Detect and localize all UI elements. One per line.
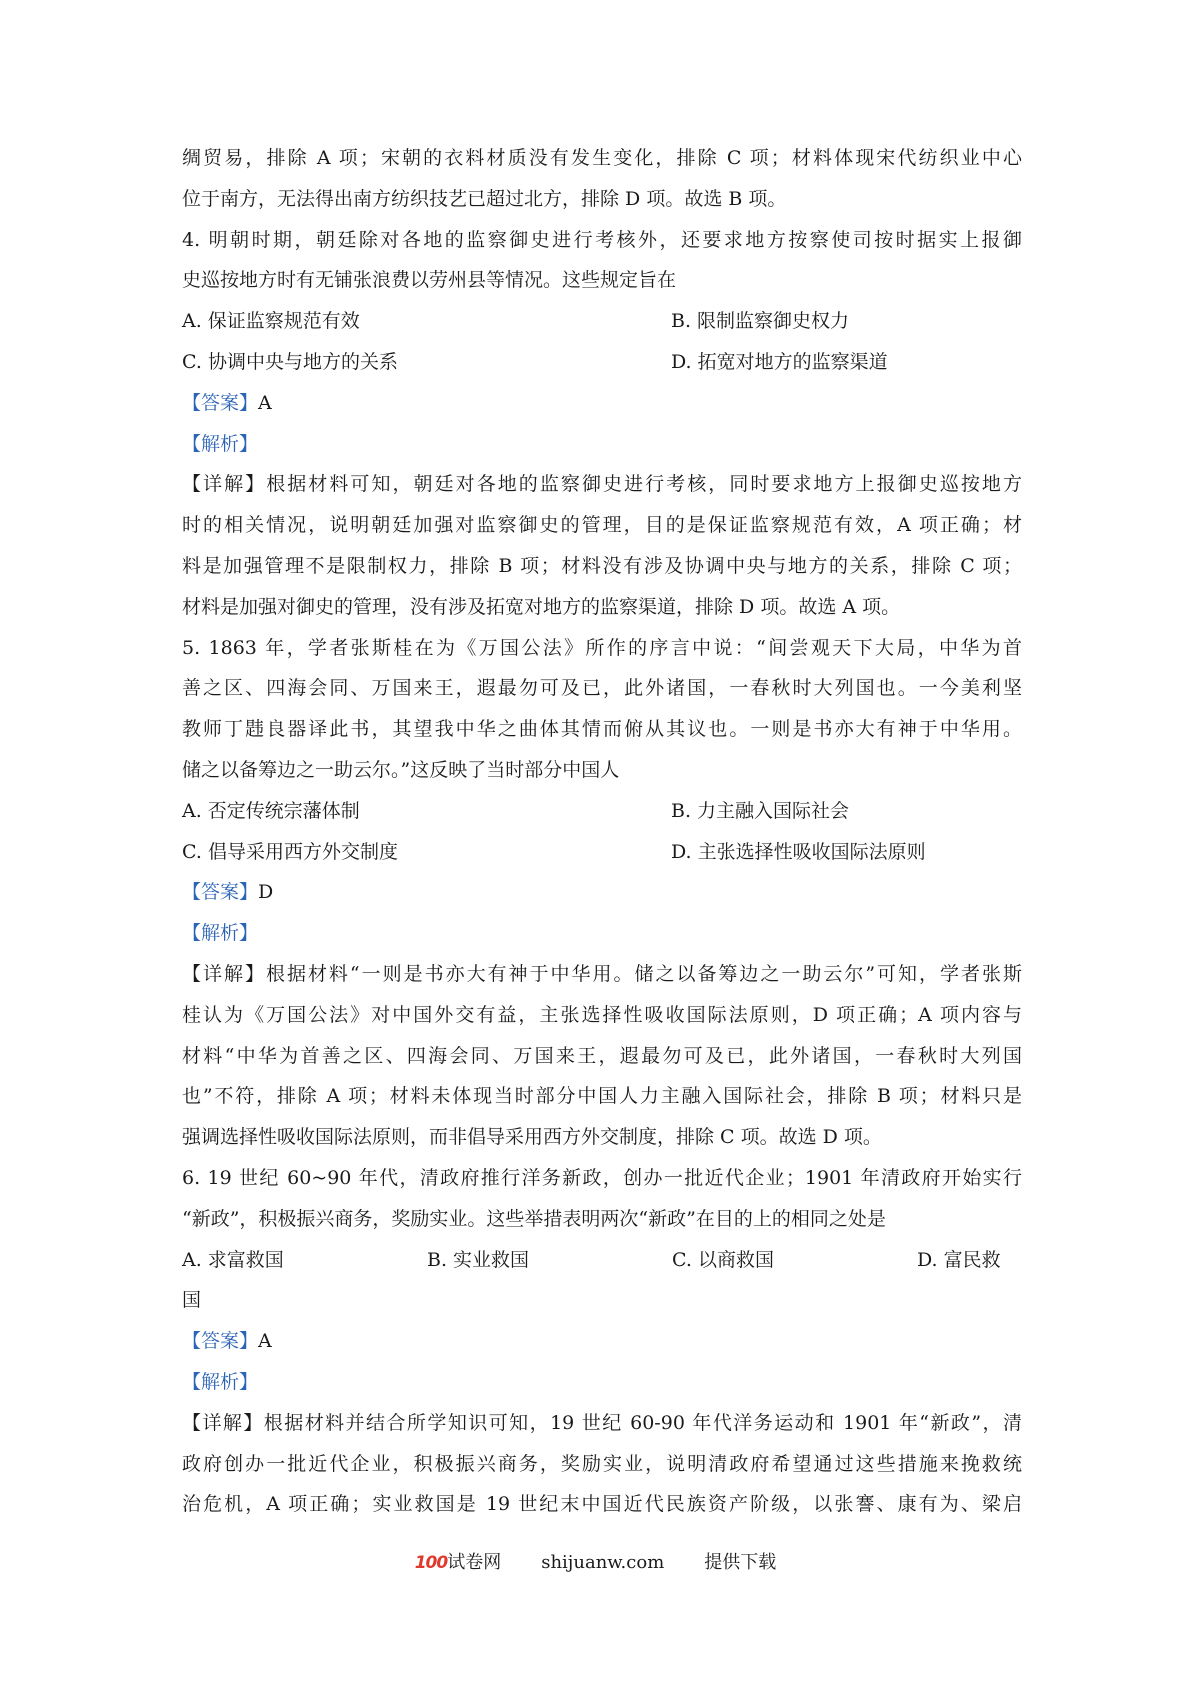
- detail-line: 治危机，A 项正确；实业救国是 19 世纪末中国近代民族资产阶级，以张謇、康有为、梁启: [182, 1493, 1022, 1516]
- detail-line: [182, 1403, 1022, 1444]
- question-4-options-row: [182, 301, 1022, 342]
- answer-value: D: [258, 881, 274, 904]
- answer-tag: 【答案】: [182, 1330, 259, 1353]
- option-a: A. 否定传统宗藩体制: [182, 799, 360, 822]
- detail-line: 政府创办一批近代企业，积极振兴商务，奖励实业，说明清政府希望通过这些措施来挽救统: [182, 1452, 1022, 1475]
- analysis-tag: 【解析】: [182, 922, 259, 945]
- footer-slogan: 提供下载: [704, 1552, 777, 1573]
- option-d-wrap: 国: [182, 1289, 202, 1312]
- site-logo: 100: [414, 1553, 448, 1573]
- detail-tag: 【详解】: [182, 962, 266, 985]
- question-5-stem: 5. 1863 年，学者张斯桂在为《万国公法》所作的序言中说：“间尝观天下大局，中华为首: [182, 636, 1022, 659]
- document-body: [182, 138, 1022, 1525]
- question-5-stem: 储之以备筹边之一助云尔。”这反映了当时部分中国人: [182, 758, 620, 781]
- detail-line: 强调选择性吸收国际法原则，而非倡导采用西方外交制度，排除 C 项。故选 D 项。: [182, 1126, 882, 1149]
- detail-line: 桂认为《万国公法》对中国外交有益，主张选择性吸收国际法原则，D 项正确；A 项内容与: [182, 1003, 1022, 1026]
- text-line: 位于南方，无法得出南方纺织技艺已超过北方，排除 D 项。故选 B 项。: [182, 187, 787, 210]
- question-4-stem: 4. 明朝时期，朝廷除对各地的监察御史进行考核外，还要求地方按察使司按时据实上报御: [182, 228, 1022, 251]
- question-6-stem: 6. 19 世纪 60~90 年代，清政府推行洋务新政，创办一批近代企业；1901 年清政府开始实行: [182, 1166, 1022, 1189]
- detail-line: 也”不符，排除 A 项；材料未体现当时部分中国人力主融入国际社会，排除 B 项；材料只是: [182, 1085, 1022, 1108]
- answer-tag: 【答案】: [182, 391, 259, 414]
- analysis-tag: 【解析】: [182, 1370, 259, 1393]
- option-a: A. 保证监察规范有效: [182, 310, 360, 333]
- question-5-stem: 善之区、四海会同、万国来王，遐最勿可及已，此外诸国，一春秋时大列国也。一今美利坚: [182, 677, 1022, 700]
- question-4-options-row: [182, 342, 1022, 383]
- question-5-options-row: [182, 791, 1022, 832]
- option-d: D. 富民救: [917, 1248, 1001, 1271]
- option-d: D. 主张选择性吸收国际法原则: [671, 840, 926, 863]
- detail-text: 根据材料并结合所学知识可知，19 世纪 60-90 年代洋务运动和 1901 年“新政”，清: [263, 1411, 1022, 1434]
- page-footer: [0, 1548, 1191, 1574]
- detail-tag: 【详解】: [182, 473, 267, 496]
- answer-value: A: [258, 391, 272, 414]
- detail-text: 根据材料可知，朝廷对各地的监察御史进行考核，同时要求地方上报御史巡按地方: [266, 473, 1022, 496]
- option-b: B. 限制监察御史权力: [671, 310, 850, 333]
- answer-tag: 【答案】: [182, 881, 259, 904]
- answer-value: A: [258, 1330, 272, 1353]
- option-c: C. 以商救国: [672, 1248, 774, 1271]
- detail-line: 时的相关情况，说明朝廷加强对监察御史的管理，目的是保证监察规范有效，A 项正确；材: [182, 514, 1022, 537]
- question-6-options-row: [182, 1240, 1022, 1281]
- footer-site-link[interactable]: shijuanw.com: [541, 1552, 665, 1573]
- analysis-tag: 【解析】: [182, 432, 259, 455]
- question-5-options-row: [182, 832, 1022, 873]
- option-d: D. 拓宽对地方的监察渠道: [671, 350, 888, 373]
- detail-line: 材料“中华为首善之区、四海会同、万国来王，遐最勿可及已，此外诸国，一春秋时大列国: [182, 1044, 1022, 1067]
- answer-line: [182, 1321, 1022, 1362]
- option-b: B. 实业救国: [427, 1248, 530, 1271]
- detail-text: 根据材料“一则是书亦大有神于中华用。储之以备筹边之一助云尔”可知，学者张斯: [265, 962, 1022, 985]
- question-6-stem: “新政”，积极振兴商务，奖励实业。这些举措表明两次“新政”在目的上的相同之处是: [182, 1207, 886, 1230]
- detail-line: 料是加强管理不是限制权力，排除 B 项；材料没有涉及协调中央与地方的关系，排除 C 项；: [182, 554, 1022, 577]
- detail-line: 材料是加强对御史的管理，没有涉及拓宽对地方的监察渠道，排除 D 项。故选 A 项。: [182, 595, 901, 618]
- detail-line: [182, 954, 1022, 995]
- option-a: A. 求富救国: [182, 1248, 284, 1271]
- question-4-stem: 史巡按地方时有无铺张浪费以劳州县等情况。这些规定旨在: [182, 269, 677, 292]
- detail-tag: 【详解】: [182, 1411, 264, 1434]
- detail-line: [182, 464, 1022, 505]
- footer-brand: 试卷网: [447, 1552, 502, 1573]
- option-c: C. 协调中央与地方的关系: [182, 350, 398, 373]
- answer-line: [182, 872, 1022, 913]
- text-line: 绸贸易，排除 A 项；宋朝的衣料材质没有发生变化，排除 C 项；材料体现宋代纺织业中心: [182, 147, 1022, 169]
- answer-line: [182, 383, 1022, 424]
- option-b: B. 力主融入国际社会: [671, 799, 850, 822]
- question-5-stem: 教师丁韪良器译此书，其望我中华之曲体其情而俯从其议也。一则是书亦大有神于中华用。: [182, 718, 1022, 741]
- option-c: C. 倡导采用西方外交制度: [182, 840, 398, 863]
